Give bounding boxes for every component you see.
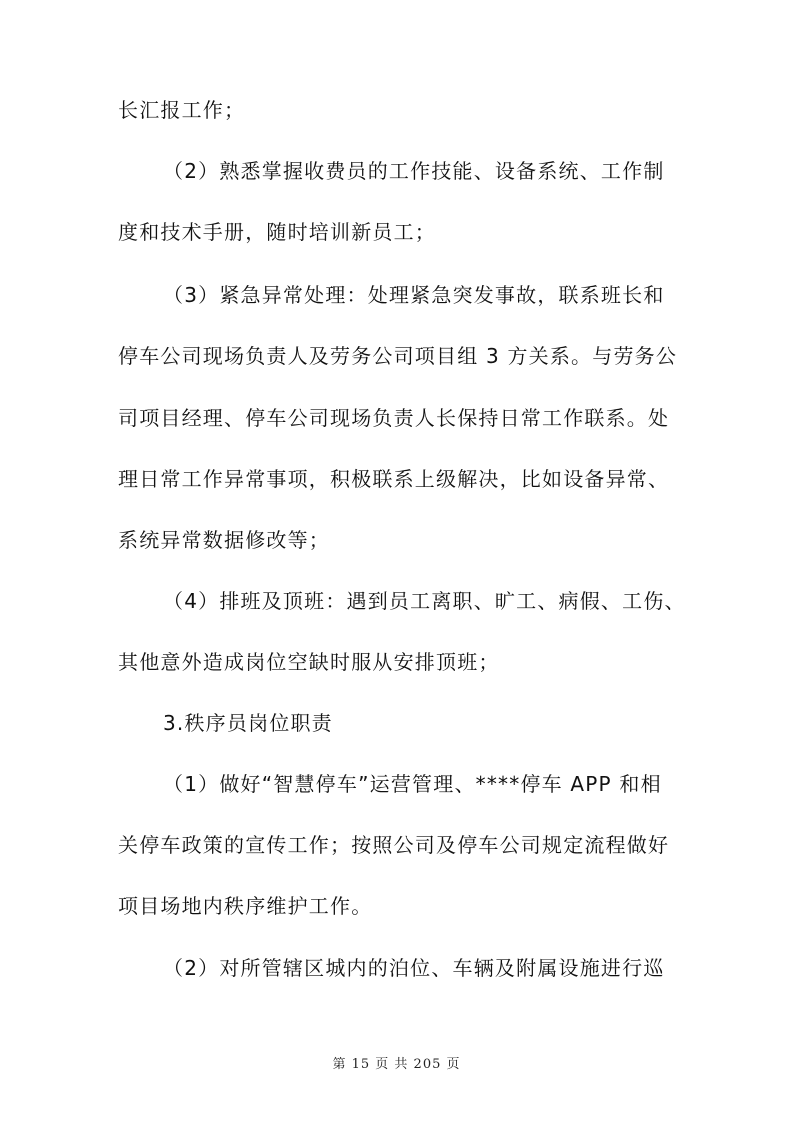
body-text-line: 度和技术手册，随时培训新员工；	[118, 220, 436, 244]
body-text-line: 项目场地内秩序维护工作。	[118, 894, 373, 918]
page-number-footer: 第 15 页 共 205 页	[332, 1057, 461, 1072]
body-text-line: 系统异常数据修改等；	[118, 528, 330, 552]
paragraph-line: （4）排班及顶班：遇到员工离职、旷工、病假、工伤、	[163, 589, 686, 613]
paragraph-line: （2）熟悉掌握收费员的工作技能、设备系统、工作制	[163, 159, 665, 183]
body-text-line: 其他意外造成岗位空缺时服从安排顶班；	[118, 650, 500, 674]
body-text-line: 理日常工作异常事项，积极联系上级解决，比如设备异常、	[118, 467, 670, 491]
paragraph-line: （2）对所管辖区城内的泊位、车辆及附属设施进行巡	[163, 956, 665, 980]
body-text-line: 停车公司现场负责人及劳务公司项目组 3 方关系。与劳务公	[118, 344, 678, 368]
paragraph-line: （1）做好“智慧停车”运营管理、****停车 APP 和相	[163, 772, 662, 796]
body-text-line: 司项目经理、停车公司现场负责人长保持日常工作联系。处	[118, 406, 670, 430]
body-text-line: 关停车政策的宣传工作；按照公司及停车公司规定流程做好	[118, 833, 670, 857]
section-heading: 3.秩序员岗位职责	[163, 711, 333, 735]
paragraph-line: （3）紧急异常处理：处理紧急突发事故，联系班长和	[163, 283, 665, 307]
body-text-line: 长汇报工作；	[118, 98, 246, 122]
